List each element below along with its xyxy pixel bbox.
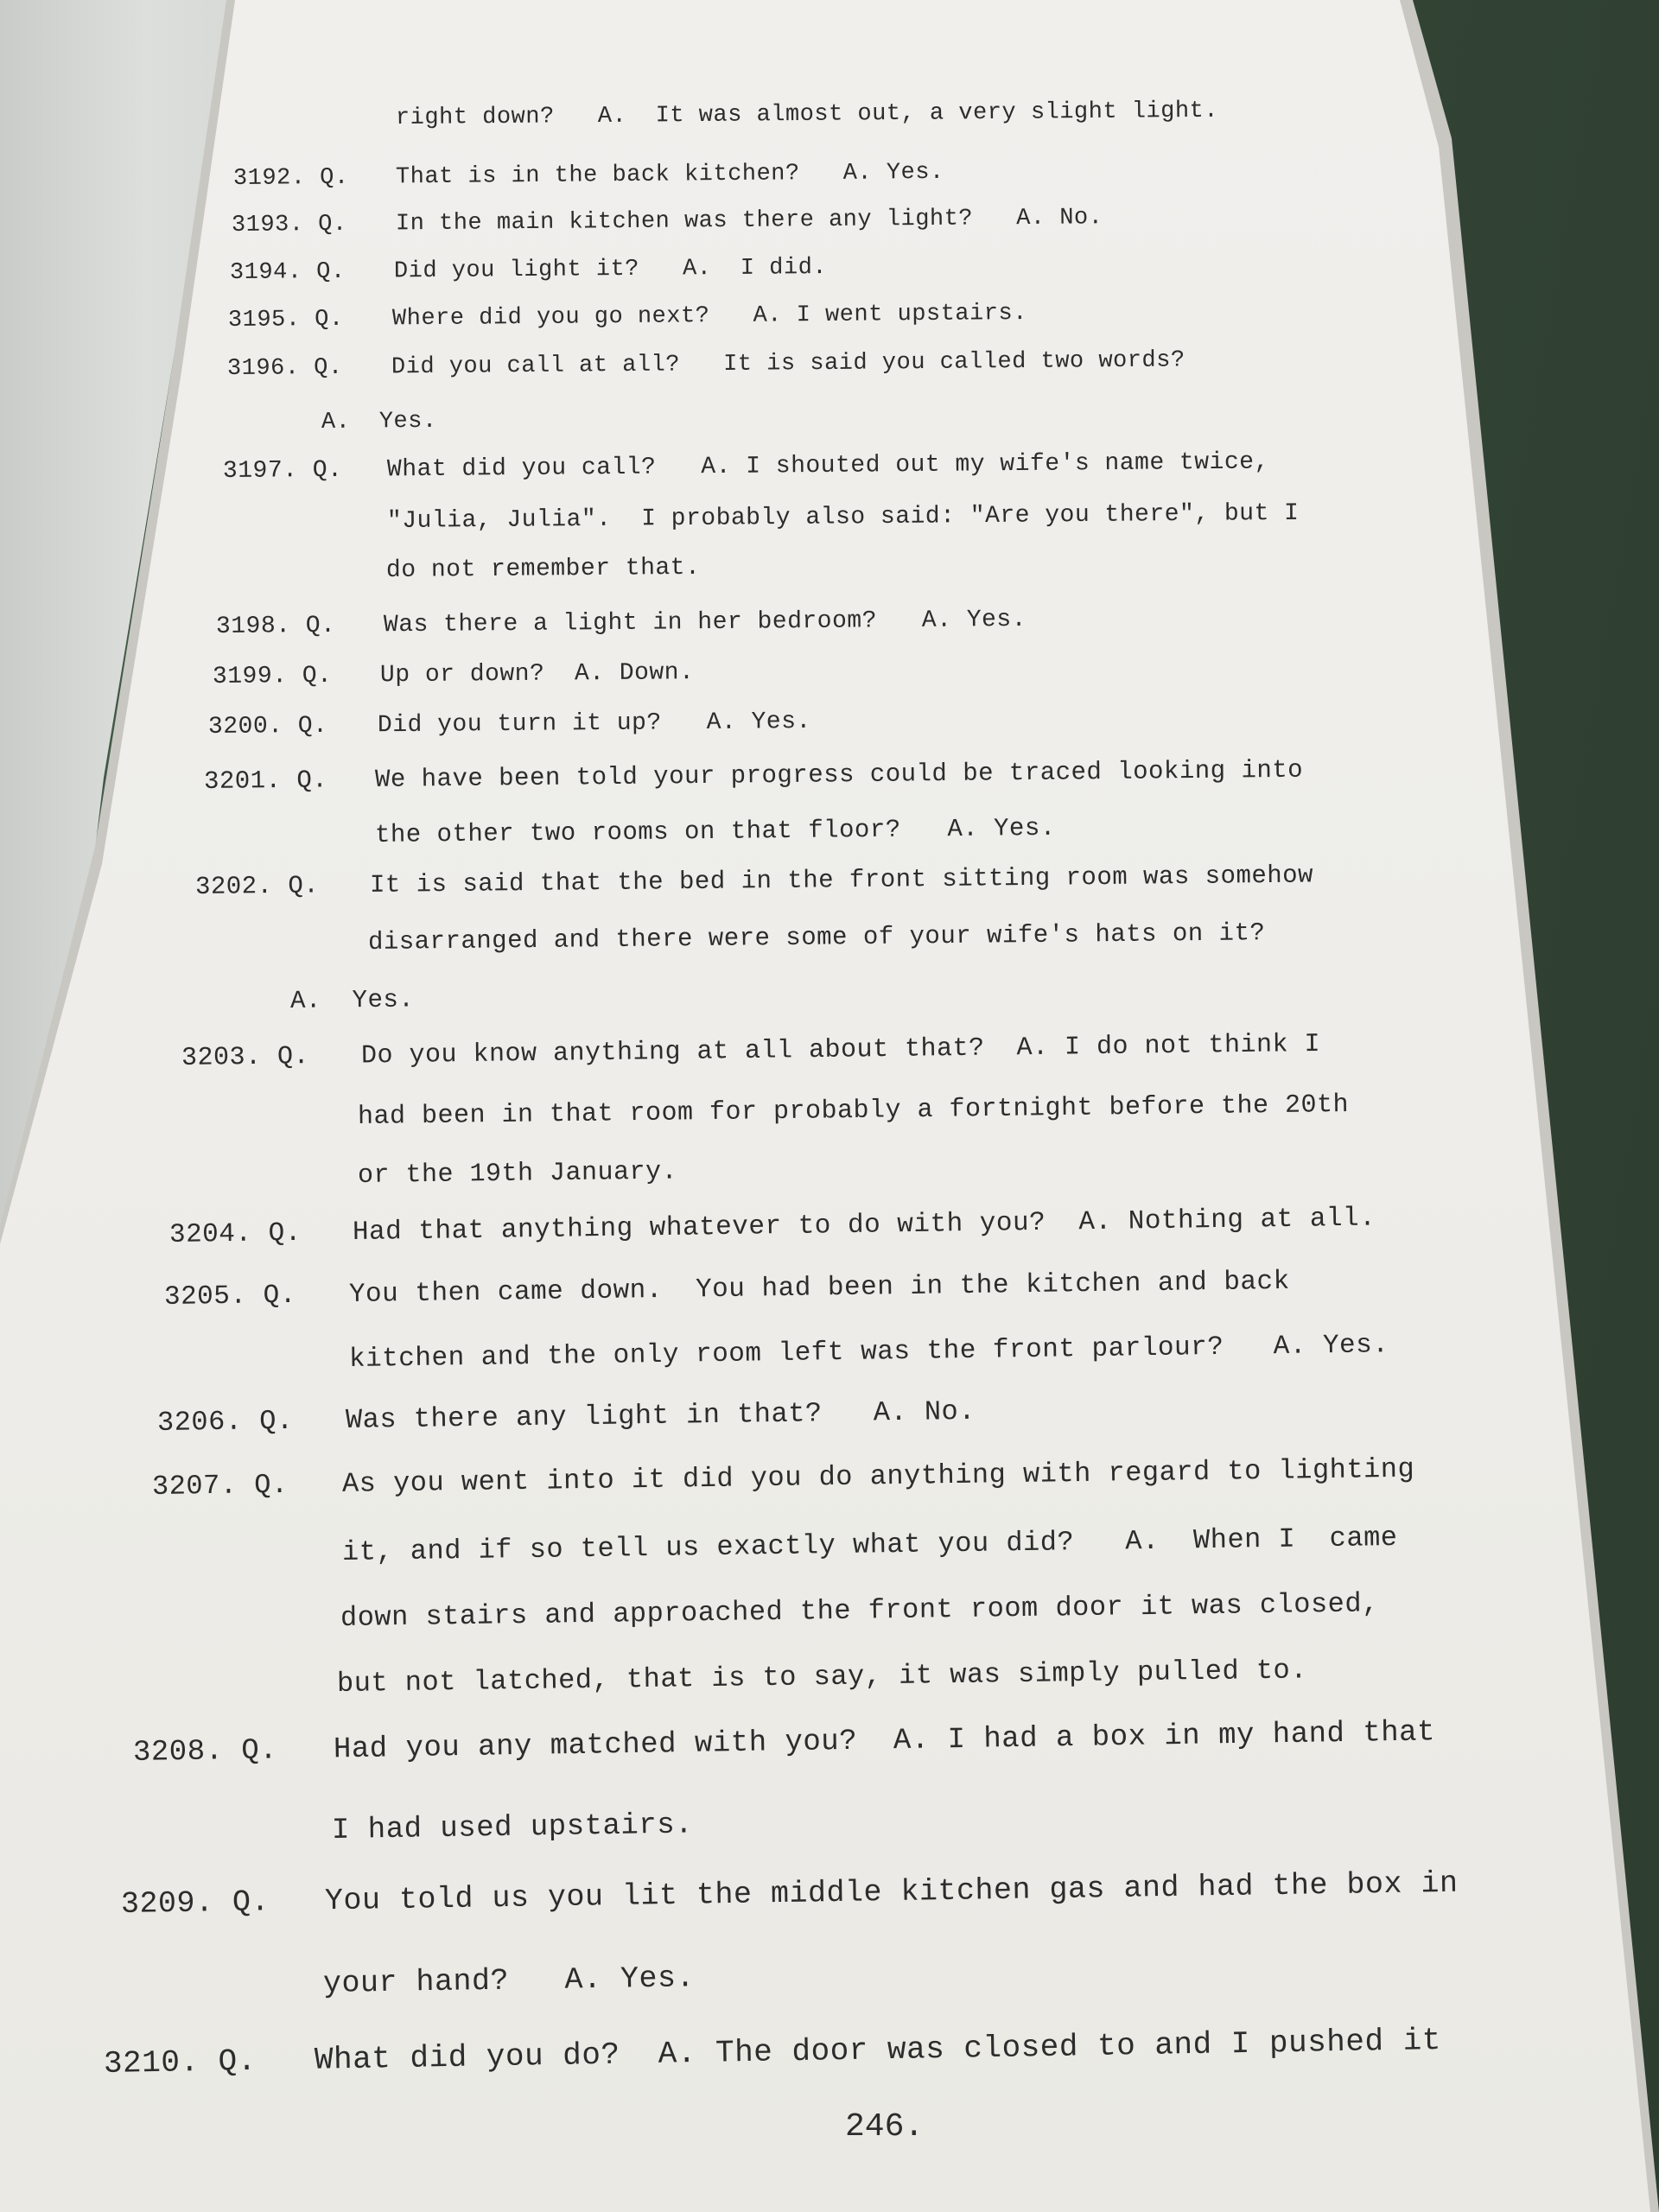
transcript-line: 3196. Q. Did you call at all? It is said you called two words? — [226, 347, 1185, 382]
question-number: 3208. Q. — [132, 1734, 278, 1770]
question-number: 3202. Q. — [194, 871, 320, 901]
transcript-line: the other two rooms on that floor? A. Yes. — [374, 813, 1056, 849]
question-number: 3197. Q. — [222, 456, 343, 485]
transcript-line: 3210. Q. What did you do? A. The door was closed to and I pushed it — [103, 2022, 1442, 2082]
question-number: 3207. Q. — [151, 1468, 289, 1503]
transcript-line: your hand? A. Yes. — [322, 1961, 696, 2001]
question-number: 3196. Q. — [226, 354, 343, 382]
transcript-line: 3200. Q. Did you turn it up? A. Yes. — [207, 708, 811, 741]
transcript-line: kitchen and the only room left was the front parlour? A. Yes. — [348, 1330, 1389, 1375]
transcript-line: right down? A. It was almost out, a very slight light. — [395, 98, 1219, 131]
transcript-line: 3209. Q. You told us you lit the middle kitchen gas and had the box in — [120, 1866, 1459, 1922]
question-number: 3195. Q. — [227, 306, 344, 334]
question-number: 3204. Q. — [168, 1217, 302, 1250]
page-number: 246. — [845, 2108, 925, 2145]
transcript-line: 3206. Q. Was there any light in that? A. No. — [156, 1395, 976, 1439]
transcript-line: 3205. Q. You then came down. You had been in the kitchen and back — [163, 1266, 1290, 1313]
transcript-line: disarranged and there were some of your wife's hats on it? — [367, 918, 1266, 957]
question-number: 3198. Q. — [215, 612, 336, 640]
transcript-line: A. Yes. — [289, 985, 415, 1015]
question-number: 3210. Q. — [103, 2043, 257, 2082]
transcript-line: 3195. Q. Where did you go next? A. I went upstairs. — [227, 300, 1028, 334]
transcript-line: had been in that room for probably a fortnight before the 20th — [357, 1090, 1350, 1132]
transcript-line: 3202. Q. It is said that the bed in the front sitting room was somehow — [194, 861, 1314, 901]
question-number: 3203. Q. — [181, 1042, 310, 1073]
transcript-line: or the 19th January. — [357, 1157, 678, 1191]
transcript-line: it, and if so tell us exactly what you did? A. When I came — [341, 1521, 1398, 1568]
transcript-line: 3204. Q. Had that anything whatever to do with you? A. Nothing at all. — [168, 1203, 1376, 1250]
transcript-line: do not remember that. — [385, 554, 701, 584]
question-number: 3199. Q. — [212, 662, 333, 690]
question-number: 3193. Q. — [231, 211, 347, 238]
transcript-line: A. Yes. — [321, 408, 437, 435]
transcript-line: 3201. Q. We have been told your progress could be traced looking into — [203, 755, 1304, 796]
transcript-line: 3198. Q. Was there a light in her bedroom? A. Yes. — [215, 606, 1027, 640]
transcript-line: 3203. Q. Do you know anything at all about that? A. I do not think I — [181, 1029, 1321, 1073]
transcript-line: 3193. Q. In the main kitchen was there any light? A. No. — [231, 205, 1103, 238]
question-number: 3192. Q. — [232, 164, 349, 192]
question-number: 3209. Q. — [120, 1885, 270, 1922]
question-number: 3206. Q. — [156, 1404, 294, 1439]
transcript-line: 3199. Q. Up or down? A. Down. — [212, 659, 695, 690]
transcript-line: 3192. Q. That is in the back kitchen? A. Yes. — [232, 159, 944, 192]
question-number: 3201. Q. — [203, 766, 328, 796]
question-number: 3205. Q. — [163, 1280, 297, 1313]
transcript-line: 3197. Q. What did you call? A. I shouted out my wife's name twice, — [222, 448, 1269, 485]
transcript-line: down stairs and approached the front room door it was closed, — [340, 1587, 1380, 1634]
transcript-line: 3207. Q. As you went into it did you do anything with regard to lighting — [151, 1452, 1415, 1503]
question-number: 3194. Q. — [229, 258, 346, 286]
transcript-line: 3194. Q. Did you light it? A. I did. — [229, 254, 828, 286]
transcript-line: "Julia, Julia". I probably also said: "Are you there", but I — [386, 499, 1300, 535]
transcript-line: but not latched, that is to say, it was simply pulled to. — [336, 1654, 1308, 1700]
transcript-line: 3208. Q. Had you any matched with you? A. I had a box in my hand that — [132, 1716, 1436, 1770]
transcript-line: I had used upstairs. — [331, 1808, 694, 1847]
question-number: 3200. Q. — [207, 712, 328, 741]
